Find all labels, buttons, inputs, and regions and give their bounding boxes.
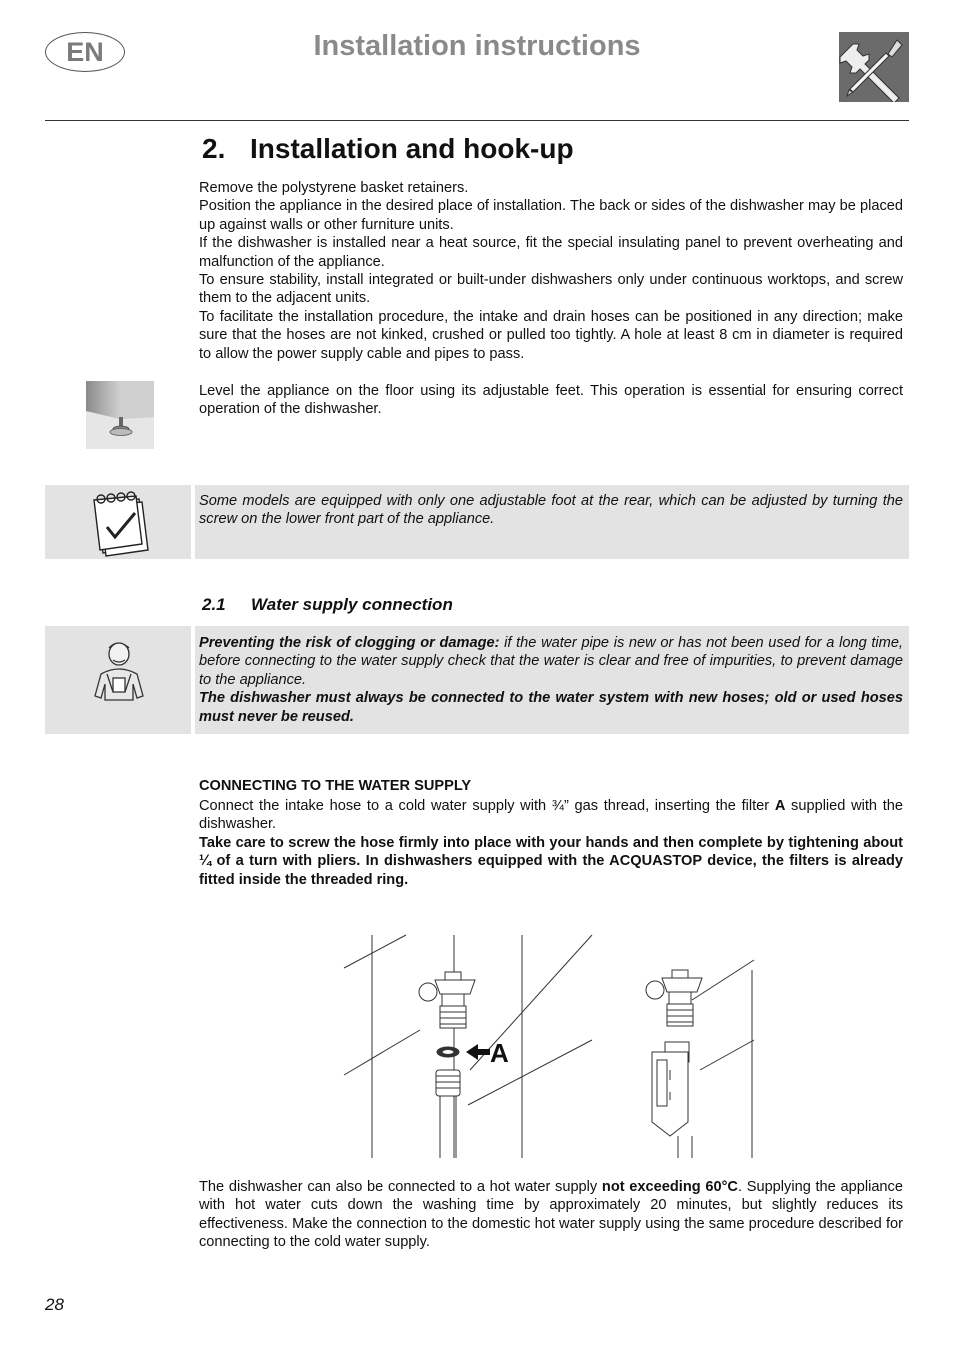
section-title: Installation and hook-up bbox=[250, 133, 574, 164]
warning-bold-text: The dishwasher must always be connected to the water system with new hoses; old or used hoses must never be reused. bbox=[199, 690, 903, 725]
subsection-number: 2.1 bbox=[202, 595, 226, 614]
note-paragraph: Some models are equipped with only one adjustable foot at the rear, which can be adjusted by turning the screw on the lower front part of the appliance. bbox=[199, 493, 903, 528]
warning-lead-text: if the water pipe is new or has not been used for a long time, before connecting to the water supply check that the water is clear and free of impurities, to prevent damage to the appliance. bbox=[199, 635, 903, 688]
warning-icon-cell bbox=[45, 626, 191, 734]
warning-bold-paragraph bbox=[199, 689, 903, 726]
intro-paragraph: Remove the polystyrene basket retainers. bbox=[199, 180, 469, 196]
connecting-text-part: supplied with the dishwasher. bbox=[199, 798, 903, 833]
hot-water-text-part: . Supplying the appliance with hot water cuts down the washing time by approximately 20 minutes, but slightly reduces its effectiveness. Make the connection to the domestic hot water supply using the same procedure described for connecting to the cold water supply. bbox=[199, 1179, 903, 1251]
connecting-text bbox=[199, 797, 903, 889]
connecting-bold-text: Take care to screw the hose firmly into place with your hands and then complete by tightening about ¼ of a turn with pliers. In dishwashers equipped with the ACQUASTOP device, the filters is already fitted inside the threaded ring. bbox=[199, 834, 903, 888]
intro-paragraph: To facilitate the installation procedure, the intake and drain hoses can be positioned in any direction; make sure that the hoses are not kinked, crushed or pulled too tightly. A hole at least 8 cm in diameter is required to allow the power supply cable and pipes to pass. bbox=[199, 308, 903, 362]
adjustable-foot-illustration bbox=[86, 381, 154, 449]
intro-paragraph: If the dishwasher is installed near a heat source, fit the special insulating panel to prevent overheating and malfunction of the appliance. bbox=[199, 235, 903, 270]
notepad-icon bbox=[45, 485, 191, 559]
connecting-text-part: Connect the intake hose to a cold water supply with ¾” gas thread, inserting the filter bbox=[199, 798, 775, 814]
connecting-paragraph bbox=[199, 797, 903, 834]
language-label: EN bbox=[66, 36, 104, 67]
level-paragraph: Level the appliance on the floor using its adjustable feet. This operation is essential for ensuring correct operation of the dishwasher. bbox=[199, 383, 903, 418]
note-foot-text bbox=[199, 492, 903, 529]
tools-icon bbox=[839, 32, 909, 102]
page-number: 28 bbox=[45, 1295, 64, 1314]
hot-water-paragraph bbox=[199, 1178, 903, 1252]
warning-lead-bold: Preventing the risk of clogging or damage: bbox=[199, 635, 500, 651]
figure-label-a: A bbox=[490, 1038, 509, 1068]
level-text bbox=[199, 382, 903, 419]
hot-water-text bbox=[199, 1178, 903, 1252]
connecting-heading: CONNECTING TO THE WATER SUPPLY bbox=[199, 778, 472, 794]
water-connection-figure bbox=[340, 930, 760, 1158]
technician-icon bbox=[45, 626, 191, 734]
hot-water-limit: not exceeding 60°C bbox=[601, 1179, 738, 1195]
connecting-bold-paragraph bbox=[199, 834, 903, 889]
section-heading bbox=[202, 133, 574, 165]
note-icon-cell bbox=[45, 485, 191, 559]
subsection-heading bbox=[202, 595, 453, 615]
warning-text bbox=[199, 634, 903, 726]
filter-label: A bbox=[774, 798, 786, 814]
page-header-title: Installation instructions bbox=[313, 30, 641, 62]
intro-paragraph: To ensure stability, install integrated or built-under dishwashers only under continuous worktops, and screw them to the adjacent units. bbox=[199, 272, 903, 307]
hot-water-text-part: The dishwasher can also be connected to a hot water supply bbox=[199, 1179, 602, 1195]
subsection-title: Water supply connection bbox=[251, 595, 453, 614]
warning-paragraph bbox=[199, 634, 903, 689]
intro-paragraph: Position the appliance in the desired place of installation. The back or sides of the dishwasher may be placed up against walls or other furniture units. bbox=[199, 198, 903, 233]
header-divider bbox=[45, 120, 909, 121]
section-number: 2. bbox=[202, 133, 226, 164]
intro-text bbox=[199, 179, 903, 363]
